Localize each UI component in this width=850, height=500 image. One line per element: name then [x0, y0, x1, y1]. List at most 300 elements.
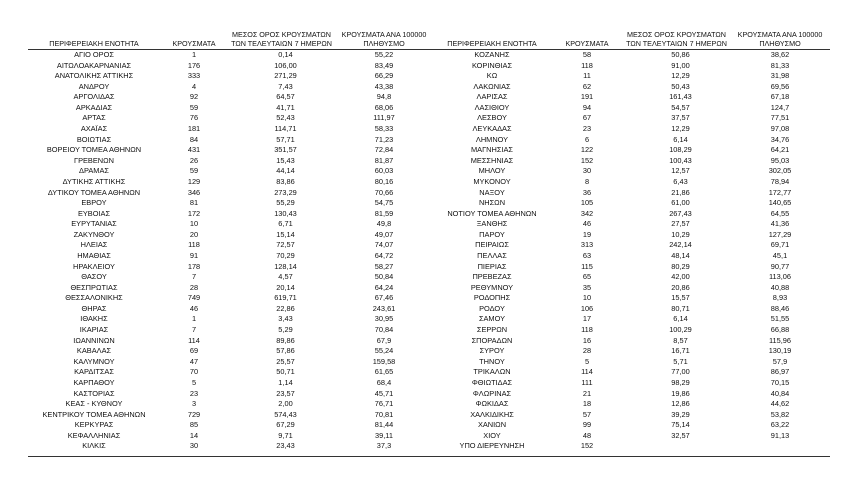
region-cell: ΜΗΛΟΥ — [478, 166, 506, 176]
avg7-cell: 32,57 — [671, 430, 690, 440]
right-table — [433, 14, 830, 452]
per100k-cell: 49,07 — [374, 229, 394, 239]
table-row — [28, 71, 433, 82]
per100k-cell: 66,88 — [770, 325, 790, 335]
avg7-cell: 98,29 — [671, 377, 690, 387]
avg7-cell: 57,71 — [276, 134, 295, 144]
cases-cell: 16 — [582, 335, 592, 345]
table-row — [433, 113, 830, 124]
table-row — [433, 272, 830, 283]
table-row — [433, 431, 830, 442]
per100k-cell: 40,84 — [770, 388, 790, 398]
region-cell: ΥΠΟ ΔΙΕΡΕΥΝΗΣΗ — [459, 441, 525, 451]
cases-cell: 36 — [582, 187, 592, 197]
cases-cell: 313 — [580, 240, 594, 250]
per100k-cell: 38,62 — [770, 50, 790, 59]
region-cell: ΑΡΤΑΣ — [82, 113, 106, 123]
avg7-cell: 50,43 — [671, 81, 690, 91]
region-cell: ΛΑΡΙΣΑΣ — [476, 92, 508, 102]
table-row — [28, 92, 433, 103]
region-cell: ΜΕΣΣΗΝΙΑΣ — [470, 155, 514, 165]
cases-cell: 46 — [189, 303, 199, 313]
cases-cell: 729 — [187, 409, 201, 419]
cases-cell: 65 — [582, 272, 592, 282]
region-cell: ΡΟΔΟΥ — [479, 303, 505, 313]
cases-cell: 46 — [582, 219, 592, 229]
cases-cell: 30 — [582, 166, 592, 176]
per100k-cell: 127,29 — [768, 229, 792, 239]
table-row — [433, 293, 830, 304]
table-row — [28, 113, 433, 124]
region-cell: ΕΒΡΟΥ — [81, 198, 107, 208]
cases-cell: 59 — [189, 102, 199, 112]
per100k-cell: 55,24 — [374, 346, 394, 356]
table-row — [28, 283, 433, 294]
header-per100k: ΚΡΟΥΣΜΑΤΑ ΑΝΑ 100000 ΠΛΗΘΥΣΜΟ — [730, 14, 830, 50]
per100k-cell: 34,76 — [770, 134, 790, 144]
region-cell: ΡΟΔΟΠΗΣ — [473, 293, 511, 303]
avg7-cell: 54,57 — [671, 102, 690, 112]
cases-cell: 58 — [582, 50, 592, 59]
table-row — [28, 357, 433, 368]
cases-cell: 23 — [582, 124, 592, 134]
header-avg7: ΜΕΣΟΣ ΟΡΟΣ ΚΡΟΥΣΜΑΤΩΝ ΤΩΝ ΤΕΛΕΥΤΑΙΩΝ 7 ΗΜΕΡΩΝ — [228, 14, 335, 50]
region-cell: ΚΕΦΑΛΛΗΝΙΑΣ — [67, 430, 121, 440]
region-cell: ΧΙΟΥ — [483, 430, 501, 440]
avg7-cell: 77,00 — [671, 367, 690, 377]
per100k-cell: 159,58 — [372, 356, 396, 366]
table-row — [28, 420, 433, 431]
region-cell: ΣΠΟΡΑΔΩΝ — [471, 335, 513, 345]
avg7-cell: 100,43 — [669, 155, 692, 165]
table-row — [28, 177, 433, 188]
cases-cell: 57 — [582, 409, 592, 419]
table-row — [433, 314, 830, 325]
per100k-cell: 95,03 — [770, 155, 790, 165]
avg7-cell: 67,29 — [276, 420, 295, 430]
cases-cell: 69 — [189, 346, 199, 356]
per100k-cell: 172,77 — [768, 187, 792, 197]
table-row — [28, 103, 433, 114]
cases-cell: 5 — [191, 377, 197, 387]
per100k-cell: 70,84 — [374, 325, 394, 335]
table-row — [433, 209, 830, 220]
cases-cell: 10 — [582, 293, 592, 303]
cases-cell: 62 — [582, 81, 592, 91]
avg7-cell: 52,43 — [276, 113, 295, 123]
cases-cell: 30 — [189, 441, 199, 451]
table-row — [28, 124, 433, 135]
region-cell: ΝΟΤΙΟΥ ΤΟΜΕΑ ΑΘΗΝΩΝ — [447, 208, 537, 218]
table-row — [433, 71, 830, 82]
avg7-cell: 8,57 — [673, 335, 688, 345]
region-cell: ΑΙΤΩΛΟΑΚΑΡΝΑΝΙΑΣ — [56, 60, 132, 70]
per100k-cell: 81,87 — [374, 155, 394, 165]
table-row — [433, 156, 830, 167]
table-row — [433, 50, 830, 61]
region-cell: ΣΥΡΟΥ — [479, 346, 505, 356]
per100k-cell: 86,97 — [770, 367, 790, 377]
per100k-cell: 64,24 — [374, 282, 394, 292]
per100k-cell: 31,98 — [770, 71, 790, 81]
per100k-cell: 54,75 — [374, 198, 394, 208]
avg7-cell: 89,86 — [276, 335, 295, 345]
region-cell: ΒΟΡΕΙΟΥ ΤΟΜΕΑ ΑΘΗΝΩΝ — [46, 145, 142, 155]
avg7-cell: 161,43 — [669, 92, 692, 102]
table-row — [28, 219, 433, 230]
avg7-cell: 50,71 — [276, 367, 295, 377]
avg7-cell: 9,71 — [278, 430, 293, 440]
table-row — [433, 82, 830, 93]
cases-cell: 28 — [189, 282, 199, 292]
per100k-cell: 66,29 — [374, 71, 394, 81]
table-row — [433, 103, 830, 114]
table-row — [28, 314, 433, 325]
avg7-cell: 23,57 — [276, 388, 295, 398]
cases-cell: 26 — [189, 155, 199, 165]
per100k-cell: 91,13 — [770, 430, 790, 440]
cases-cell: 18 — [582, 399, 592, 409]
avg7-cell: 16,71 — [671, 346, 690, 356]
cases-cell: 114 — [581, 367, 593, 377]
per100k-cell: 81,33 — [770, 60, 790, 70]
table-row — [28, 272, 433, 283]
table-row — [433, 410, 830, 421]
per100k-cell: 70,15 — [770, 377, 790, 387]
cases-cell: 59 — [189, 166, 199, 176]
per100k-cell: 74,07 — [374, 240, 394, 250]
cases-cell: 6 — [584, 134, 590, 144]
avg7-cell: 15,14 — [276, 229, 295, 239]
region-cell: ΚΑΛΥΜΝΟΥ — [73, 356, 115, 366]
avg7-cell: 48,14 — [671, 250, 690, 260]
right-table-block — [433, 14, 830, 452]
per100k-cell: 140,65 — [768, 198, 792, 208]
avg7-cell: 6,14 — [673, 314, 688, 324]
region-cell: ΦΘΙΩΤΙΔΑΣ — [471, 377, 513, 387]
header-region: ΠΕΡΙΦΕΡΕΙΑΚΗ ΕΝΟΤΗΤΑ — [28, 14, 160, 50]
avg7-cell: 23,43 — [276, 441, 295, 451]
region-cell: ΚΩ — [486, 71, 498, 81]
table-row — [433, 92, 830, 103]
avg7-cell: 5,71 — [673, 356, 688, 366]
region-cell: ΠΕΛΛΑΣ — [477, 250, 507, 260]
avg7-cell: 12,57 — [671, 166, 690, 176]
per100k-cell: 76,71 — [374, 399, 394, 409]
region-cell: ΘΗΡΑΣ — [81, 303, 107, 313]
header-cases: ΚΡΟΥΣΜΑΤΑ — [551, 14, 623, 50]
cases-cell: 111 — [581, 377, 593, 387]
per100k-cell: 81,44 — [374, 420, 394, 430]
cases-cell: 172 — [187, 208, 201, 218]
cases-cell: 47 — [189, 356, 199, 366]
left-table-block — [28, 14, 433, 452]
cases-cell: 84 — [189, 134, 199, 144]
region-cell: ΙΘΑΚΗΣ — [80, 314, 108, 324]
region-cell: ΤΗΝΟΥ — [479, 356, 505, 366]
avg7-cell: 42,00 — [671, 272, 690, 282]
table-row — [433, 304, 830, 315]
cases-cell: 17 — [582, 314, 592, 324]
avg7-cell: 130,43 — [274, 208, 297, 218]
cases-cell: 3 — [191, 399, 197, 409]
table-row — [28, 198, 433, 209]
per100k-cell: 78,94 — [770, 176, 790, 186]
cases-cell: 346 — [187, 187, 201, 197]
header-per100k: ΚΡΟΥΣΜΑΤΑ ΑΝΑ 100000 ΠΛΗΘΥΣΜΟ — [335, 14, 433, 50]
table-row — [28, 325, 433, 336]
table-row — [28, 441, 433, 452]
region-cell: ΜΥΚΟΝΟΥ — [473, 176, 511, 186]
per100k-cell: 130,19 — [768, 346, 792, 356]
region-cell: ΘΑΣΟΥ — [81, 272, 107, 282]
table-row — [433, 262, 830, 273]
header-cases: ΚΡΟΥΣΜΑΤΑ — [160, 14, 228, 50]
per100k-cell: 124,7 — [770, 102, 790, 112]
avg7-cell: 44,14 — [276, 166, 295, 176]
per100k-cell: 8,93 — [772, 293, 788, 303]
avg7-cell: 75,14 — [671, 420, 690, 430]
region-cell: ΛΕΥΚΑΔΑΣ — [472, 124, 512, 134]
avg7-cell: 242,14 — [669, 240, 692, 250]
cases-cell: 129 — [187, 176, 201, 186]
region-cell: ΗΛΕΙΑΣ — [80, 240, 108, 250]
avg7-cell: 91,00 — [671, 60, 690, 70]
region-cell: ΕΥΡΥΤΑΝΙΑΣ — [71, 219, 117, 229]
avg7-cell: 41,71 — [276, 102, 295, 112]
cases-cell: 11 — [583, 71, 591, 81]
table-row — [28, 166, 433, 177]
per100k-cell: 69,56 — [770, 81, 790, 91]
table-row — [433, 198, 830, 209]
header-region: ΠΕΡΙΦΕΡΕΙΑΚΗ ΕΝΟΤΗΤΑ — [433, 14, 551, 50]
avg7-cell: 574,43 — [274, 409, 297, 419]
region-cell: ΖΑΚΥΝΘΟΥ — [73, 229, 115, 239]
table-row — [28, 336, 433, 347]
table-row — [433, 251, 830, 262]
region-cell: ΔΥΤΙΚΗΣ ΑΤΤΙΚΗΣ — [62, 176, 126, 186]
cases-cell: 178 — [187, 261, 201, 271]
region-cell: ΚΕΑΣ - ΚΥΘΝΟΥ — [65, 399, 123, 409]
per100k-cell: 58,27 — [374, 261, 394, 271]
per100k-cell: 70,81 — [374, 409, 394, 419]
table-row — [433, 283, 830, 294]
table-row — [28, 230, 433, 241]
region-cell: ΑΝΔΡΟΥ — [78, 81, 110, 91]
per100k-cell: 67,46 — [374, 293, 394, 303]
cases-cell: 21 — [582, 388, 592, 398]
region-cell: ΚΟΖΑΝΗΣ — [474, 50, 510, 59]
cases-cell: 1 — [191, 314, 197, 324]
per100k-cell: 57,9 — [772, 356, 788, 366]
avg7-cell: 27,57 — [671, 219, 690, 229]
per100k-cell: 49,8 — [376, 219, 392, 229]
per100k-cell: 43,38 — [374, 81, 394, 91]
cases-cell: 20 — [189, 229, 199, 239]
avg7-cell: 12,29 — [671, 124, 690, 134]
avg7-cell: 619,71 — [274, 293, 297, 303]
cases-cell: 35 — [582, 282, 592, 292]
per100k-cell: 68,06 — [374, 102, 394, 112]
cases-cell: 115 — [581, 261, 593, 271]
per100k-cell: 81,59 — [374, 208, 394, 218]
per100k-cell: 45,1 — [772, 250, 788, 260]
cases-cell: 118 — [581, 325, 593, 335]
left-header-row — [28, 14, 433, 50]
table-row — [28, 399, 433, 410]
avg7-cell: 61,00 — [671, 198, 690, 208]
table-row — [28, 156, 433, 167]
region-cell: ΑΡΚΑΔΙΑΣ — [75, 102, 113, 112]
cases-cell: 92 — [189, 92, 199, 102]
avg7-cell: 70,29 — [276, 250, 295, 260]
right-table-body — [433, 50, 830, 452]
avg7-cell: 4,57 — [278, 272, 293, 282]
avg7-cell: 20,14 — [276, 282, 295, 292]
region-cell: ΗΡΑΚΛΕΙΟΥ — [73, 261, 115, 271]
left-table-body — [28, 50, 433, 452]
cases-cell: 8 — [584, 176, 590, 186]
per100k-cell: 67,18 — [770, 92, 790, 102]
per100k-cell: 302,05 — [768, 166, 792, 176]
cases-cell: 91 — [189, 250, 199, 260]
per100k-cell: 61,65 — [374, 367, 394, 377]
table-row — [433, 346, 830, 357]
cases-cell: 67 — [582, 113, 592, 123]
region-cell: ΠΕΙΡΑΙΩΣ — [475, 240, 509, 250]
region-cell: ΦΩΚΙΔΑΣ — [475, 399, 509, 409]
region-cell: ΚΕΝΤΡΙΚΟΥ ΤΟΜΕΑ ΑΘΗΝΩΝ — [42, 409, 146, 419]
left-table — [28, 14, 433, 452]
cases-cell: 4 — [191, 81, 197, 91]
table-row — [28, 346, 433, 357]
region-cell: ΣΕΡΡΩΝ — [476, 325, 508, 335]
region-cell: ΙΚΑΡΙΑΣ — [79, 325, 109, 335]
region-cell: ΡΕΘΥΜΝΟΥ — [470, 282, 514, 292]
per100k-cell: 50,84 — [374, 272, 394, 282]
region-cell: ΑΓΙΟ ΟΡΟΣ — [74, 50, 114, 59]
cases-cell: 152 — [580, 441, 594, 451]
per100k-cell: 97,08 — [770, 124, 790, 134]
cases-cell: 118 — [188, 240, 200, 250]
avg7-cell: 3,43 — [278, 314, 293, 324]
cases-cell: 63 — [582, 250, 592, 260]
table-row — [433, 336, 830, 347]
avg7-cell: 271,29 — [274, 71, 297, 81]
cases-cell: 114 — [188, 335, 200, 345]
cases-cell: 106 — [580, 303, 594, 313]
cases-cell: 28 — [582, 346, 592, 356]
per100k-cell: 83,49 — [374, 60, 394, 70]
per100k-cell: 69,71 — [770, 240, 790, 250]
region-cell: ΞΑΝΘΗΣ — [476, 219, 508, 229]
table-row — [433, 124, 830, 135]
cases-cell: 7 — [191, 325, 197, 335]
cases-cell: 10 — [189, 219, 199, 229]
cases-cell: 749 — [187, 293, 201, 303]
avg7-cell: 15,43 — [276, 155, 295, 165]
table-row — [28, 188, 433, 199]
per100k-cell: 113,06 — [768, 272, 792, 282]
header-avg7: ΜΕΣΟΣ ΟΡΟΣ ΚΡΟΥΣΜΑΤΩΝ ΤΩΝ ΤΕΛΕΥΤΑΙΩΝ 7 ΗΜΕΡΩΝ — [623, 14, 730, 50]
avg7-cell: 12,86 — [671, 399, 690, 409]
avg7-cell: 114,71 — [274, 124, 297, 134]
per100k-cell: 55,22 — [374, 50, 394, 59]
per100k-cell: 39,11 — [375, 430, 393, 440]
avg7-cell: 15,57 — [671, 293, 690, 303]
per100k-cell: 70,66 — [374, 187, 394, 197]
per100k-cell: 88,46 — [770, 303, 790, 313]
avg7-cell: 351,57 — [274, 145, 297, 155]
region-cell: ΛΗΜΝΟΥ — [475, 134, 509, 144]
per100k-cell: 80,16 — [374, 176, 394, 186]
per100k-cell: 94,8 — [376, 92, 392, 102]
cases-cell: 70 — [189, 367, 199, 377]
table-row — [433, 177, 830, 188]
table-row — [28, 389, 433, 400]
region-cell: ΣΑΜΟΥ — [478, 314, 506, 324]
cases-cell: 7 — [191, 272, 197, 282]
cases-cell: 191 — [580, 92, 594, 102]
region-cell: ΑΡΓΟΛΙΔΑΣ — [73, 92, 115, 102]
avg7-cell: 1,14 — [278, 377, 293, 387]
cases-cell: 19 — [582, 229, 592, 239]
table-row — [433, 420, 830, 431]
cases-cell: 76 — [189, 113, 199, 123]
cases-cell: 94 — [582, 102, 592, 112]
avg7-cell: 83,86 — [276, 176, 295, 186]
region-cell: ΧΑΛΚΙΔΙΚΗΣ — [470, 409, 514, 419]
cases-cell: 342 — [580, 208, 594, 218]
avg7-cell: 55,29 — [276, 198, 295, 208]
table-row — [28, 50, 433, 61]
region-cell: ΕΥΒΟΙΑΣ — [77, 208, 111, 218]
right-header-row — [433, 14, 830, 50]
per100k-cell: 68,4 — [376, 377, 392, 387]
table-row — [433, 230, 830, 241]
cases-cell: 118 — [581, 60, 593, 70]
table-row — [28, 209, 433, 220]
avg7-cell: 0,14 — [278, 50, 293, 59]
table-row — [28, 135, 433, 146]
region-cell: ΒΟΙΩΤΙΑΣ — [76, 134, 112, 144]
per100k-cell: 72,84 — [374, 145, 394, 155]
region-cell: ΚΑΒΑΛΑΣ — [76, 346, 112, 356]
avg7-cell: 80,71 — [671, 303, 690, 313]
avg7-cell: 108,29 — [669, 145, 692, 155]
avg7-cell: 57,86 — [276, 346, 295, 356]
per100k-cell: 30,95 — [374, 314, 394, 324]
table-row — [28, 304, 433, 315]
avg7-cell: 80,29 — [671, 261, 690, 271]
table-row — [28, 410, 433, 421]
table-row — [433, 378, 830, 389]
avg7-cell: 22,86 — [276, 303, 295, 313]
cases-cell: 122 — [580, 145, 594, 155]
avg7-cell: 19,86 — [671, 388, 690, 398]
table-row — [28, 262, 433, 273]
per100k-cell: 58,33 — [374, 124, 394, 134]
cases-cell: 23 — [189, 388, 199, 398]
table-row — [433, 145, 830, 156]
region-cell: ΝΗΣΩΝ — [478, 198, 506, 208]
avg7-cell: 37,57 — [671, 113, 690, 123]
per100k-cell: 37,3 — [376, 441, 392, 451]
avg7-cell: 39,29 — [671, 409, 690, 419]
per100k-cell: 45,71 — [374, 388, 394, 398]
region-cell: ΧΑΝΙΩΝ — [477, 420, 507, 430]
avg7-cell: 10,29 — [671, 229, 690, 239]
